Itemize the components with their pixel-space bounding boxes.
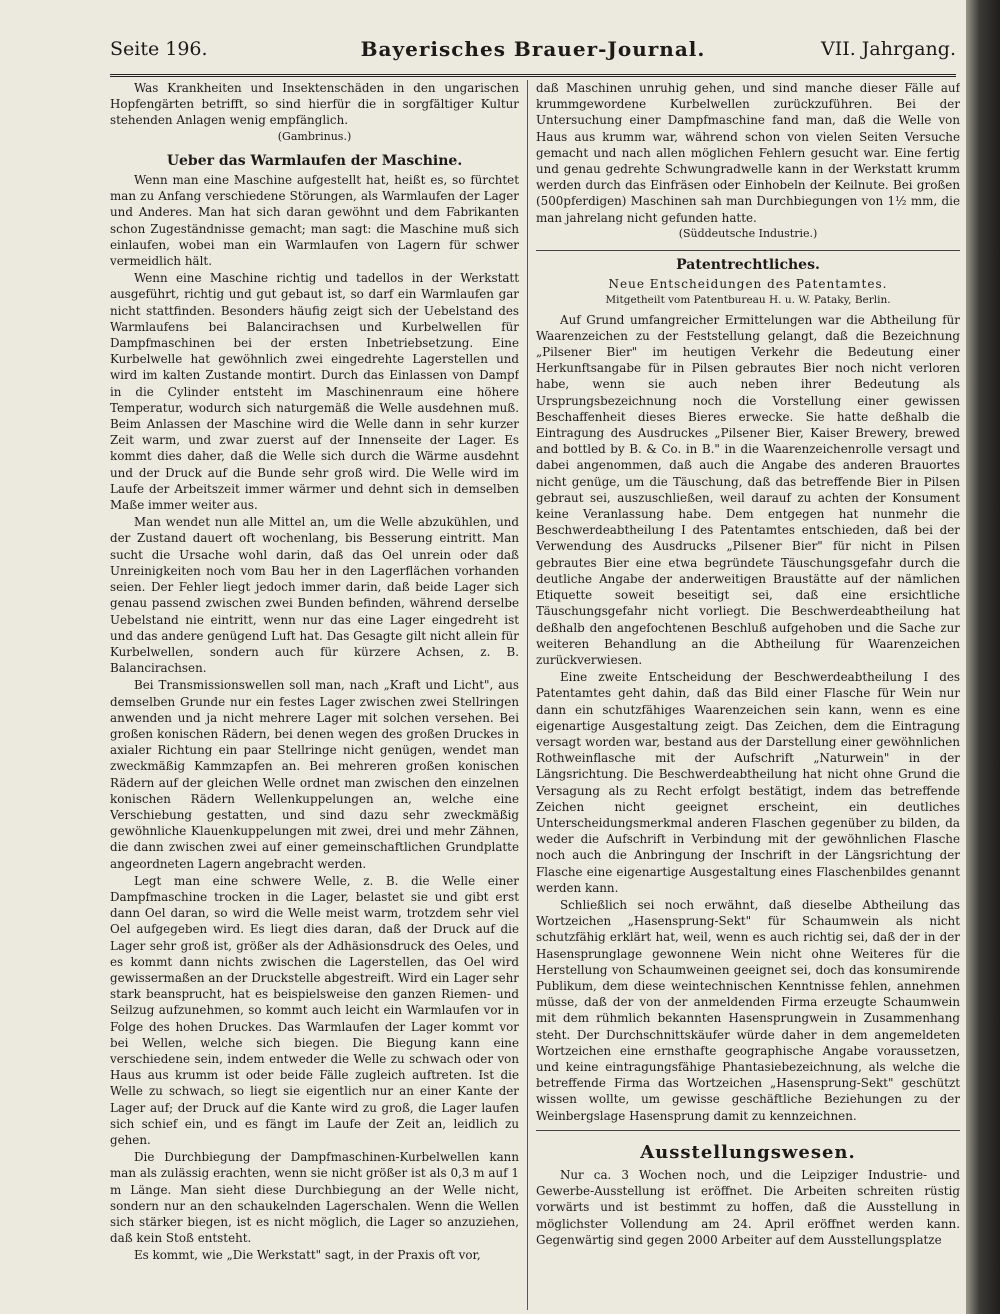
patent-paragraph: Eine zweite Entscheidung der Beschwerdeabtheilung I des Patentamtes geht dahin, daß das Bild einer Flasche für Wein nur dann ein schutzfähiges Waarenzeichen sein kann, wenn es eine eigenartige Ausgestaltung zeigt. Das Zeichen, dem die Eintragung versagt worden war, bestand aus der Darstellung einer gewöhnlichen Rothweinflasche mit der Aufschrift „Naturwein" in der Längsrichtung. Die Beschwerdeabtheilung hat nicht ohne Grund die Versagung als zu Recht erfolgt bestätigt, indem das betreffende Zeichen nicht geeignet erscheint, ein deutliches Unterscheidungsmerkmal anderen Flaschen gegenüber zu bilden, da weder die Aufschrift in Verbindung mit der gewöhnlichen Flasche noch auch die Anbringung der Inschrift in der Längsrichtung der Flasche eine eigenartige Ausgestaltung eines Flaschenbildes genannt werden kann. [536,670,960,895]
article-paragraph: Die Durchbiegung der Dampfmaschinen-Kurbelwellen kann man als zulässig erachten, wenn sie nicht größer ist als 0,3 m auf 1 m Länge. Man sieht diese Durchbiegung an der Welle nicht, sondern nur an den schaukelnden Lagerschalen. Wenn die Wellen sich stärker biegen, ist es nicht möglich, die Lager so anzuziehen, daß kein Stoß entsteht. [110,1150,519,1246]
column-divider [527,80,528,1310]
intro-source: (Gambrinus.) [277,129,352,143]
intro-paragraph: Was Krankheiten und Insektenschäden in den ungarischen Hopfengärten betrifft, so sind hierfür die in sorgfältiger Kultur stehenden Anlagen wenig empfänglich. [110,81,519,128]
patent-paragraph: Schließlich sei noch erwähnt, daß dieselbe Abtheilung das Wortzeichen „Hasensprung-Sekt" für Schaumwein als nicht schutzfähig erklärt hat, weil, wenn es auch richtig sei, daß der in der Hasensprunglage gewonnene Wein nicht ohne Weiteres für die Herstellung von Schaumweinen geeignet sei, doch das konsumirende Publikum, dem diese weintechnischen Kenntnisse fehlen, annehmen müsse, daß der von der anmeldenden Firma erzeugte Schaumwein mit dem rühmlich bekannten Hasensprungwein in Zusammenhang steht. Der Durchschnittskäufer würde daher in dem angemeldeten Wortzeichen eine ernsthafte geographische Angabe voraussetzen, und keine eintragungsfähige Phantasiebezeichnung, als welche die betreffende Firma das Wortzeichen „Hasensprung-Sekt" geschützt wissen wollte, um gewisse geschäftliche Beziehungen zu der Weinbergslage Hasensprung damit zu kennzeichnen. [536,897,960,1123]
section-divider [536,1130,960,1131]
article-paragraph: Es kommt, wie „Die Werkstatt" sagt, in der Praxis oft vor, [134,1248,481,1263]
article-paragraph: Man wendet nun alle Mittel an, um die Welle abzukühlen, und der Zustand dauert oft wochenlang, bis Besserung eintritt. Man sucht die Ursache wohl darin, daß das Oel unrein oder daß Unreinigkeiten noch vom Bau her in den Lagerflächen vorhanden seien. Der Fehler liegt jedoch immer darin, daß beide Lager sich genau passend zwischen zwei Bunden befinden, während derselbe Uebelstand nie eintritt, wenn nur das eine Lager eingedreht ist und das andere genügend Luft hat. Das Gesagte gilt nicht allein für Kurbelwellen, sondern auch für kürzere Achsen, z. B. Balancirachsen. [110,515,519,676]
book-spine-shadow [966,0,1000,1314]
exhibition-title: Ausstellungswesen. [640,1141,856,1163]
patent-title: Patentrechtliches. [676,257,820,274]
section-divider [536,250,960,251]
continuation-paragraph: daß Maschinen unruhig gehen, und sind manche dieser Fälle auf krummgewordene Kurbelwellen zurückzuführen. Bei der Untersuchung einer Dampfmaschine fand man, daß die Welle von Haus aus krumm war, während schon von vielen Seiten Versuche gemacht und nach allen möglichen Fehlern gesucht war. Eine fertig und genau gedrehte Schwungradwelle kann in der Werkstatt krumm werden durch das Einfräsen oder Einhobeln der Keilnute. Bei großen (500pferdigen) Maschinen sah man Durchbiegungen von 1½ mm, die man jahrelang nicht gefunden hatte. [536,81,960,225]
patent-paragraph: Auf Grund umfangreicher Ermittelungen war die Abtheilung für Waarenzeichen zu der Feststellung gelangt, daß die Bezeichnung „Pilsener Bier" im heutigen Verkehr die Bedeutung einer Herkunftsangabe für in Pilsen gebrautes Bier noch nicht verloren habe, wenn sie auch neben ihrer Bedeutung als Ursprungsbezeichnung noch die Vorstellung einer gewissen Beschaffenheit dieses Bieres erwecke. Sie hatte deßhalb die Eintragung des Ausdruckes „Pilsener Bier, Kaiser Brewery, brewed and bottled by B. & Co. in B." in die Waarenzeichenrolle versagt und dabei angenommen, daß auch die Angabe des anderen Brauortes nicht genüge, um die Täuschung, daß das betreffende Bier in Pilsen gebraut sei, auszuschließen, weil darauf zu achten der Konsument keine Veranlassung habe. Dem entgegen hat nunmehr die Beschwerdeabtheilung I des Patentamtes entschieden, daß bei der Verwendung des Ausdrucks „Pilsener Bier" für nicht in Pilsen gebrautes Bier eine etwa begründete Täuschungsgefahr durch die deutliche Angabe der anderweitigen Braustätte auf der nämlichen Etiquette soweit beseitigt sei, daß eine ersichtliche Täuschungsgefahr nicht vorliegt. Die Beschwerdeabtheilung hat deßhalb den angefochtenen Beschluß aufgehoben und die Sache zur weiteren Behandlung an die Abtheilung für Waarenzeichen zurückverwiesen. [536,312,960,667]
article-title: Ueber das Warmlaufen der Maschine. [166,152,463,169]
article-paragraph: Wenn man eine Maschine aufgestellt hat, heißt es, so fürchtet man zu Anfang verschiedene Störungen, als Warmlaufen der Lager und Anderes. Man hat sich daran gewöhnt und dem Fabrikanten schon Zugeständnisse gemacht; man sagt: die Maschine muß sich einlaufen, wobei man ein Warmlaufen von Lagern für schwer vermeidlich hält. [110,173,519,269]
right-column [536,80,960,1310]
page-header [110,34,956,77]
patent-subtitle: Neue Entscheidungen des Patentamtes. [608,277,888,292]
article-paragraph: Bei Transmissionswellen soll man, nach „Kraft und Licht", aus demselben Grunde nur ein festes Lager zwischen zwei Stellringen anwenden und ja nicht mehrere Lager mit solchen versehen. Bei großen konischen Rädern, bei denen wegen des großen Druckes in axialer Richtung ein paar Stellringe nicht genügen, wendet man zweckmäßig Kammzapfen an. Bei mehreren großen konischen Rädern auf der gleichen Welle ordnet man zwischen den einzelnen konischen Rädern Wellenkuppelungen an, welche eine Verschiebung gestatten, und sind dazu sehr zweckmäßig gewöhnliche Klauenkuppelungen mit zwei, drei und mehr Zähnen, die dann zwischen zwei auf einer gemeinschaftlichen Grundplatte angeordneten Lagern angebracht werden. [110,678,519,871]
journal-title: Bayerisches Brauer-Journal. [360,37,706,61]
exhibition-paragraph: Nur ca. 3 Wochen noch, und die Leipziger Industrie- und Gewerbe-Ausstellung ist eröffnet. Die Arbeiten schreiten rüstig vorwärts und ist bestimmt zu hoffen, daß die Ausstellung in möglichster Vollendung am 24. April eröffnet werden kann. Gegenwärtig sind gegen 2000 Arbeiter auf dem Ausstellungsplatze [536,1168,960,1247]
left-column [110,80,519,1310]
continuation-source: (Süddeutsche Industrie.) [678,226,818,240]
article-paragraph: Legt man eine schwere Welle, z. B. die Welle einer Dampfmaschine trocken in die Lager, belastet sie und gibt erst dann Oel daran, so wird die Welle meist warm, trotzdem sehr viel Oel aufgegeben wird. Es liegt dies daran, daß der Druck auf die Lager sehr groß ist, größer als der Adhäsionsdruck des Oeles, und es kommt dann nichts zwischen die Lagerstellen, das Oel wird gewissermaßen an der Druckstelle abgestreift. Wird ein Lager sehr stark beansprucht, hat es beispielsweise den ganzen Riemen- und Seilzug aufzunehmen, so kommt auch leicht ein Warmlaufen vor in Folge des hohen Druckes. Das Warmlaufen der Lager kommt vor bei Wellen, welche sich biegen. Die Biegung kann eine verschiedene sein, indem entweder die Welle zu schwach oder von Haus aus krumm ist oder beide Fälle zugleich auftreten. Ist die Welle zu schwach, so liegt sie eigentlich nur an einer Kante der Lager auf; der Druck auf die Kante wird zu groß, die Lager laufen sich schief ein, und es fängt im Laufe der Zeit an, leidlich zu gehen. [110,873,519,1147]
patent-attribution: Mitgetheilt vom Patentbureau H. u. W. Pataky, Berlin. [605,294,891,307]
page-number: Seite 196. [110,38,208,60]
volume-label: VII. Jahrgang. [820,38,956,60]
article-paragraph: Wenn eine Maschine richtig und tadellos in der Werkstatt ausgeführt, richtig und gut gebaut ist, so darf ein Warmlaufen gar nicht stattfinden. Besonders häufig zeigt sich der Uebelstand des Warmlaufens bei Balancirachsen und Kurbelwellen für Dampfmaschinen bei der ersten Inbetriebsetzung. Eine Kurbelwelle hat gewöhnlich zwei eingedrehte Lagerstellen und wird im kalten Zustande montirt. Durch das Einlassen von Dampf in die Cylinder entsteht im Maschinenraum eine höhere Temperatur, wodurch sich naturgemäß die Welle ausdehnen muß. Beim Anlassen der Maschine wird die Welle dann in sehr kurzer Zeit warm, und zwar zuerst auf der Innenseite der Lager. Es kommt dies daher, daß die Welle sich durch die Wärme ausdehnt und der Druck auf die Bunde sehr groß wird. Die Welle wird im Laufe der Arbeitszeit immer wärmer und dehnt sich in demselben Maße immer weiter aus. [110,271,519,513]
